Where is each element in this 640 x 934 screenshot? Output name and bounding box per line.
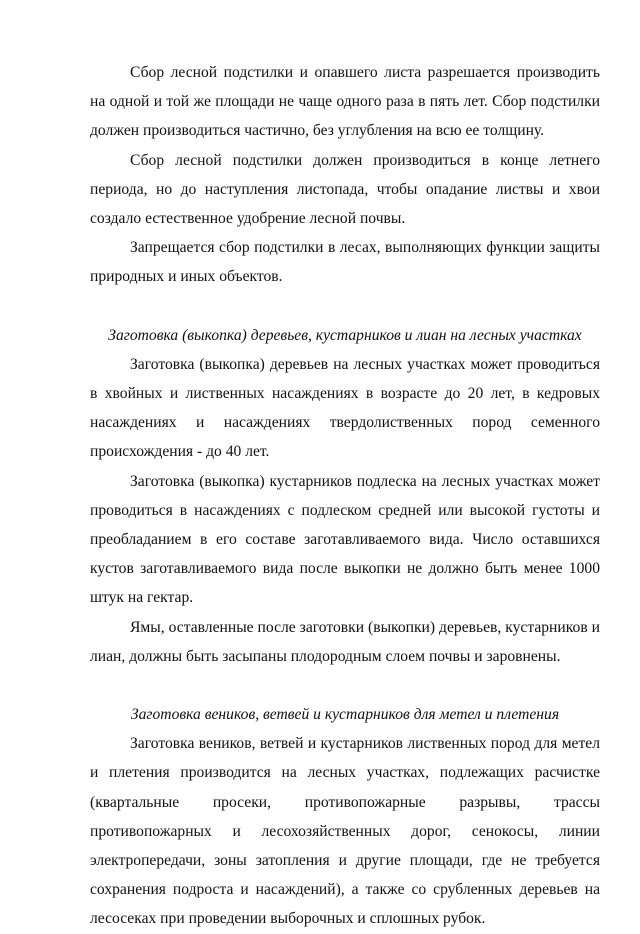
paragraph-brooms-branches-harvesting: Заготовка веников, ветвей и кустарников лиственных пород для метел и плетения производится на лесных участках, подлежащих расчистке (квартальные просеки, противопожарные разрывы, трассы противопожарных и лесохозяйственных дорог, сенокосы, линии электропередачи, зоны затопления и другие площади, где не требуется сохранения подроста и насаждений), а также со срубленных деревьев на лесосеках при проведении выборочных и сплошных рубок. [90,735,600,928]
document-body [90,58,600,934]
section-spacer [90,292,600,321]
paragraph-litter-collection-prohibition: Запрещается сбор подстилки в лесах, выполняющих функции защиты природных и иных объектов. [90,239,600,286]
section-heading-brooms-branches: Заготовка веников, ветвей и кустарников для метел и плетения [130,706,560,724]
paragraph-pits-filling: Ямы, оставленные после заготовки (выкопки) деревьев, кустарников и лиан, должны быть засыпаны плодородным слоем почвы и заровнены. [90,618,600,665]
paragraph-shrub-digging: Заготовка (выкопка) кустарников подлеска на лесных участках может проводиться в насаждениях с подлеском средней или высокой густоты и преобладанием в его составе заготавливаемого вида. Число оставшихся кустов заготавливаемого вида после выкопки не должно быть менее 1000 штук на гектар. [90,472,600,607]
section-heading-tree-digging: Заготовка (выкопка) деревьев, кустарников и лиан на лесных участках [108,326,582,344]
paragraph-tree-digging-age: Заготовка (выкопка) деревьев на лесных участках может проводиться в хвойных и лиственных насаждениях в возрасте до 20 лет, в кедровых насаждениях и насаждениях твердолиственных пород семенного происхождения - до 40 лет. [90,355,600,461]
paragraph-litter-collection-timing: Сбор лесной подстилки должен производиться в конце летнего периода, но до наступления листопада, чтобы опадание листвы и хвои создало естественное удобрение лесной почвы. [90,151,600,228]
paragraph-litter-collection-frequency: Сбор лесной подстилки и опавшего листа разрешается производить на одной и той же площади не чаще одного раза в пять лет. Сбор подстилки должен производиться частично, без углубления на всю ее толщину. [90,64,600,140]
section-spacer [90,671,600,700]
